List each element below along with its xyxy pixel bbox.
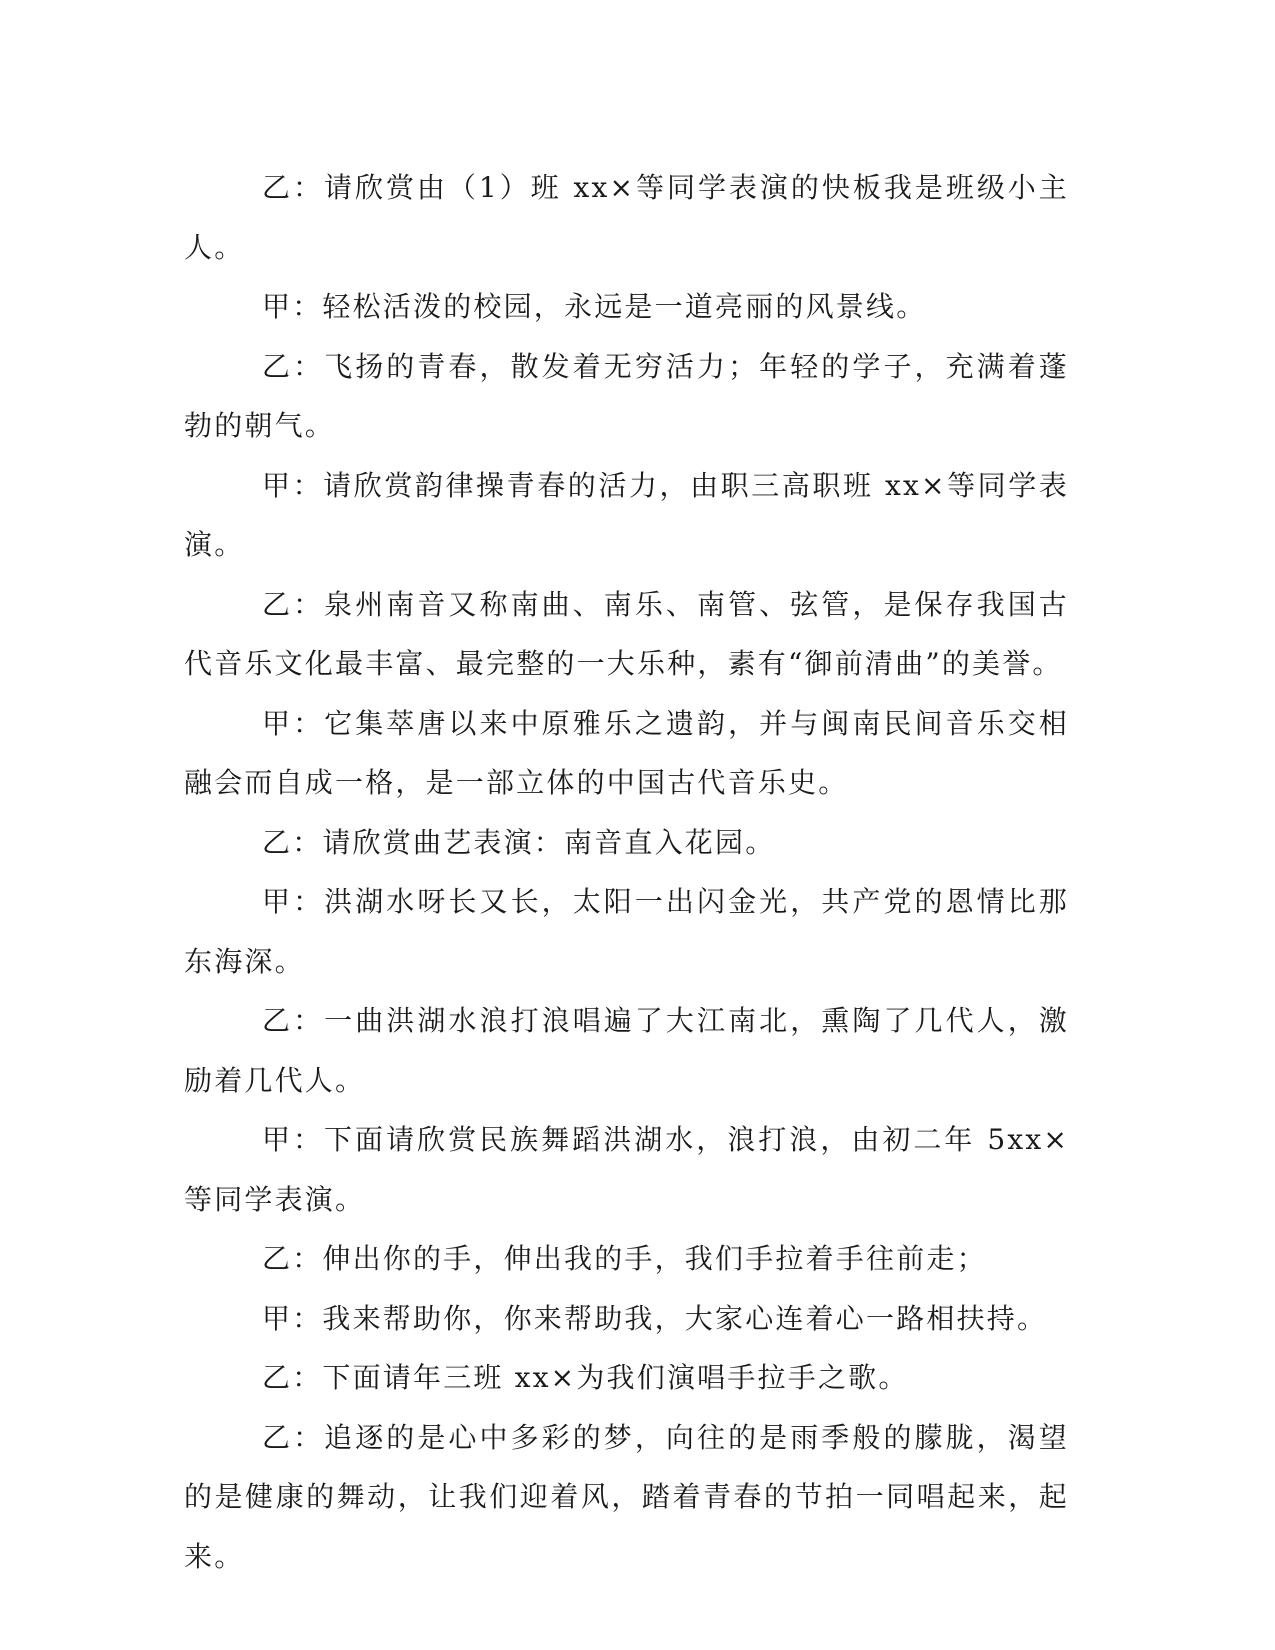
paragraph: 甲：它集萃唐以来中原雅乐之遗韵，并与闽南民间音乐交相融会而自成一格，是一部立体的中国古代音乐史。 — [184, 706, 1069, 799]
script-body — [184, 158, 1069, 1586]
paragraph: 甲：我来帮助你，你来帮助我，大家心连着心一路相扶持。 — [262, 1301, 1048, 1335]
paragraph: 乙：伸出你的手，伸出我的手，我们手拉着手往前走； — [262, 1242, 987, 1275]
paragraph: 乙：泉州南音又称南曲、南乐、南管、弦管，是保存我国古代音乐文化最丰富、最完整的一大乐种，素有“御前清曲”的美誉。 — [184, 587, 1069, 680]
paragraph: 乙：一曲洪湖水浪打浪唱遍了大江南北，熏陶了几代人，激励着几代人。 — [184, 1004, 1069, 1097]
paragraph: 甲：轻松活泼的校园，永远是一道亮丽的风景线。 — [262, 290, 927, 323]
paragraph: 甲：下面请欣赏民族舞蹈洪湖水，浪打浪，由初二年 5xx×等同学表演。 — [184, 1123, 1069, 1216]
paragraph: 乙：飞扬的青春，散发着无穷活力；年轻的学子，充满着蓬勃的朝气。 — [184, 349, 1069, 442]
paragraph: 甲：请欣赏韵律操青春的活力，由职三高职班 xx×等同学表演。 — [184, 468, 1069, 561]
paragraph: 甲：洪湖水呀长又长，太阳一出闪金光，共产党的恩情比那东海深。 — [184, 885, 1069, 978]
paragraph: 乙：请欣赏曲艺表演：南音直入花园。 — [262, 825, 776, 859]
paragraph: 乙：下面请年三班 xx×为我们演唱手拉手之歌。 — [262, 1361, 909, 1394]
paragraph: 乙：请欣赏由（1）班 xx×等同学表演的快板我是班级小主人。 — [184, 171, 1069, 264]
paragraph: 乙：追逐的是心中多彩的梦，向往的是雨季般的朦胧，渴望的是健康的舞动，让我们迎着风，踏着青春的节拍一同唱起来，起来。 — [184, 1420, 1069, 1573]
